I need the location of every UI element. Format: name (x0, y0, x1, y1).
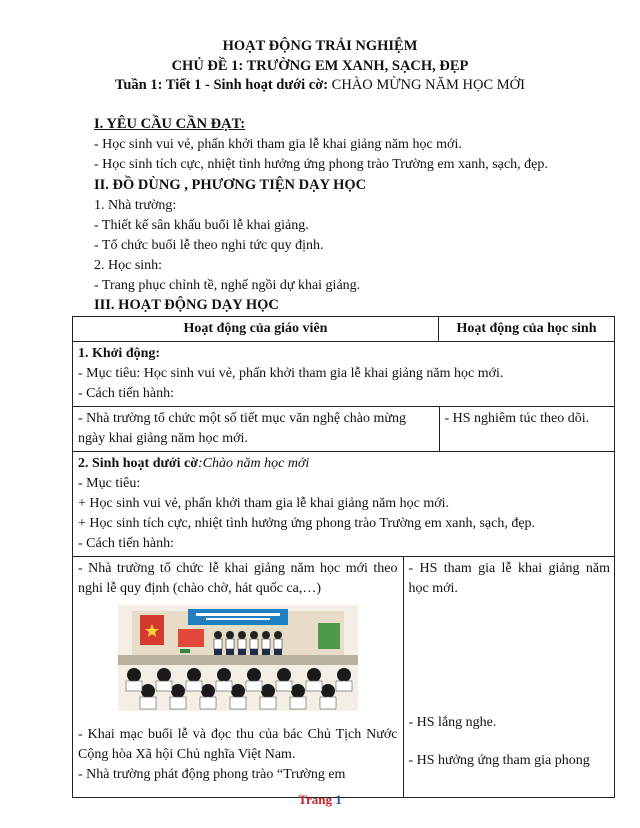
section-2-item: - Tổ chức buổi lễ theo nghi tức quy định. (94, 238, 324, 253)
part1-method: - Cách tiến hành: (78, 386, 175, 401)
part2-student-text-1: - HS tham gia lễ khai giảng năm học mới. (408, 561, 610, 596)
activity-title: HOẠT ĐỘNG TRẢI NGHIỆM (222, 38, 418, 54)
part2-heading-italic: :Chào năm học mới (198, 456, 310, 471)
section-1-item: - Học sinh vui vẻ, phấn khởi tham gia lễ khai giảng năm học mới. (94, 137, 462, 152)
section-2-heading: II. ĐỒ DÙNG , PHƯƠNG TIỆN DẠY HỌC (94, 177, 367, 193)
part2-teacher-text-2: - Khai mạc buổi lễ và đọc thu của bác Chủ Tịch Nước Cộng hòa Xã hội Chủ nghĩa Việt Nam. (78, 727, 398, 762)
section-1-heading: I. YÊU CẦU CẦN ĐẠT: (94, 116, 246, 132)
part1-goal: - Mục tiêu: Học sinh vui vẻ, phấn khởi tham gia lễ khai giảng năm học mới. (78, 366, 504, 381)
lesson-title (0, 77, 640, 94)
part1-teacher-cell: - Nhà trường tổ chức một số tiết mục văn nghệ chào mừng ngày khai giảng năm học mới. (73, 407, 439, 452)
part1-inner-table (73, 406, 615, 451)
part1-heading: 1. Khởi động: (78, 346, 161, 361)
part2-teacher-cell (73, 557, 403, 798)
part2-goal-item: + Học sinh tích cực, nhiệt tình hưởng ứng phong trào Trường em xanh, sạch, đẹp. (78, 516, 536, 531)
section-1-item: - Học sinh tích cực, nhiệt tình hưởng ứng phong trào Trường em xanh, sạch, đẹp. (94, 157, 548, 172)
lesson-title-rest: CHÀO MỪNG NĂM HỌC MỚI (331, 77, 525, 93)
lesson-title-bold: Tuần 1: Tiết 1 - Sinh hoạt dưới cờ: (115, 77, 332, 93)
page-number: 1 (335, 792, 342, 807)
section-2-item: 2. Học sinh: (94, 258, 163, 273)
part2-goal-item: + Học sinh vui vẻ, phấn khởi tham gia lễ khai giảng năm học mới. (78, 496, 450, 511)
table-header-row (73, 317, 615, 342)
part2-student-text-3: - HS hưởng ứng tham gia phong (408, 753, 590, 768)
part2-heading-bold: 2. Sinh hoạt dưới cờ (78, 456, 198, 471)
topic-title: CHỦ ĐỀ 1: TRƯỜNG EM XANH, SẠCH, ĐẸP (171, 58, 469, 74)
opening-ceremony-illustration (118, 605, 358, 711)
part2-student-text-2: - HS lắng nghe. (408, 715, 497, 730)
section-3-heading: III. HOẠT ĐỘNG DẠY HỌC (94, 297, 279, 313)
col-header-teacher: Hoạt động của giáo viên (73, 317, 439, 342)
part1-student-cell: - HS nghiêm túc theo dõi. (439, 407, 615, 452)
page-label: Trang (298, 792, 332, 807)
part2-teacher-text-3: - Nhà trường phát động phong trào “Trường em (78, 767, 346, 782)
section-2-item: - Thiết kế sân khấu buổi lễ khai giảng. (94, 218, 309, 233)
part2-inner-table (73, 556, 615, 797)
part2-method: - Cách tiến hành: (78, 536, 175, 551)
table-row-part1 (73, 342, 615, 452)
section-2-item: 1. Nhà trường: (94, 198, 177, 213)
col-header-student: Hoạt động của học sinh (439, 317, 615, 342)
part2-heading (78, 454, 609, 474)
part2-teacher-text-1: - Nhà trường tổ chức lễ khai giảng năm học mới theo nghi lễ quy định (chào chờ, hát quốc ca,…) (78, 561, 398, 596)
activity-table (72, 316, 615, 798)
table-row-part2 (73, 452, 615, 798)
page-footer (0, 792, 640, 808)
section-2-item: - Trang phục chỉnh tề, nghế ngồi dự khai giảng. (94, 278, 361, 293)
part2-goal: - Mục tiêu: (78, 476, 141, 491)
part2-student-cell (403, 557, 615, 798)
